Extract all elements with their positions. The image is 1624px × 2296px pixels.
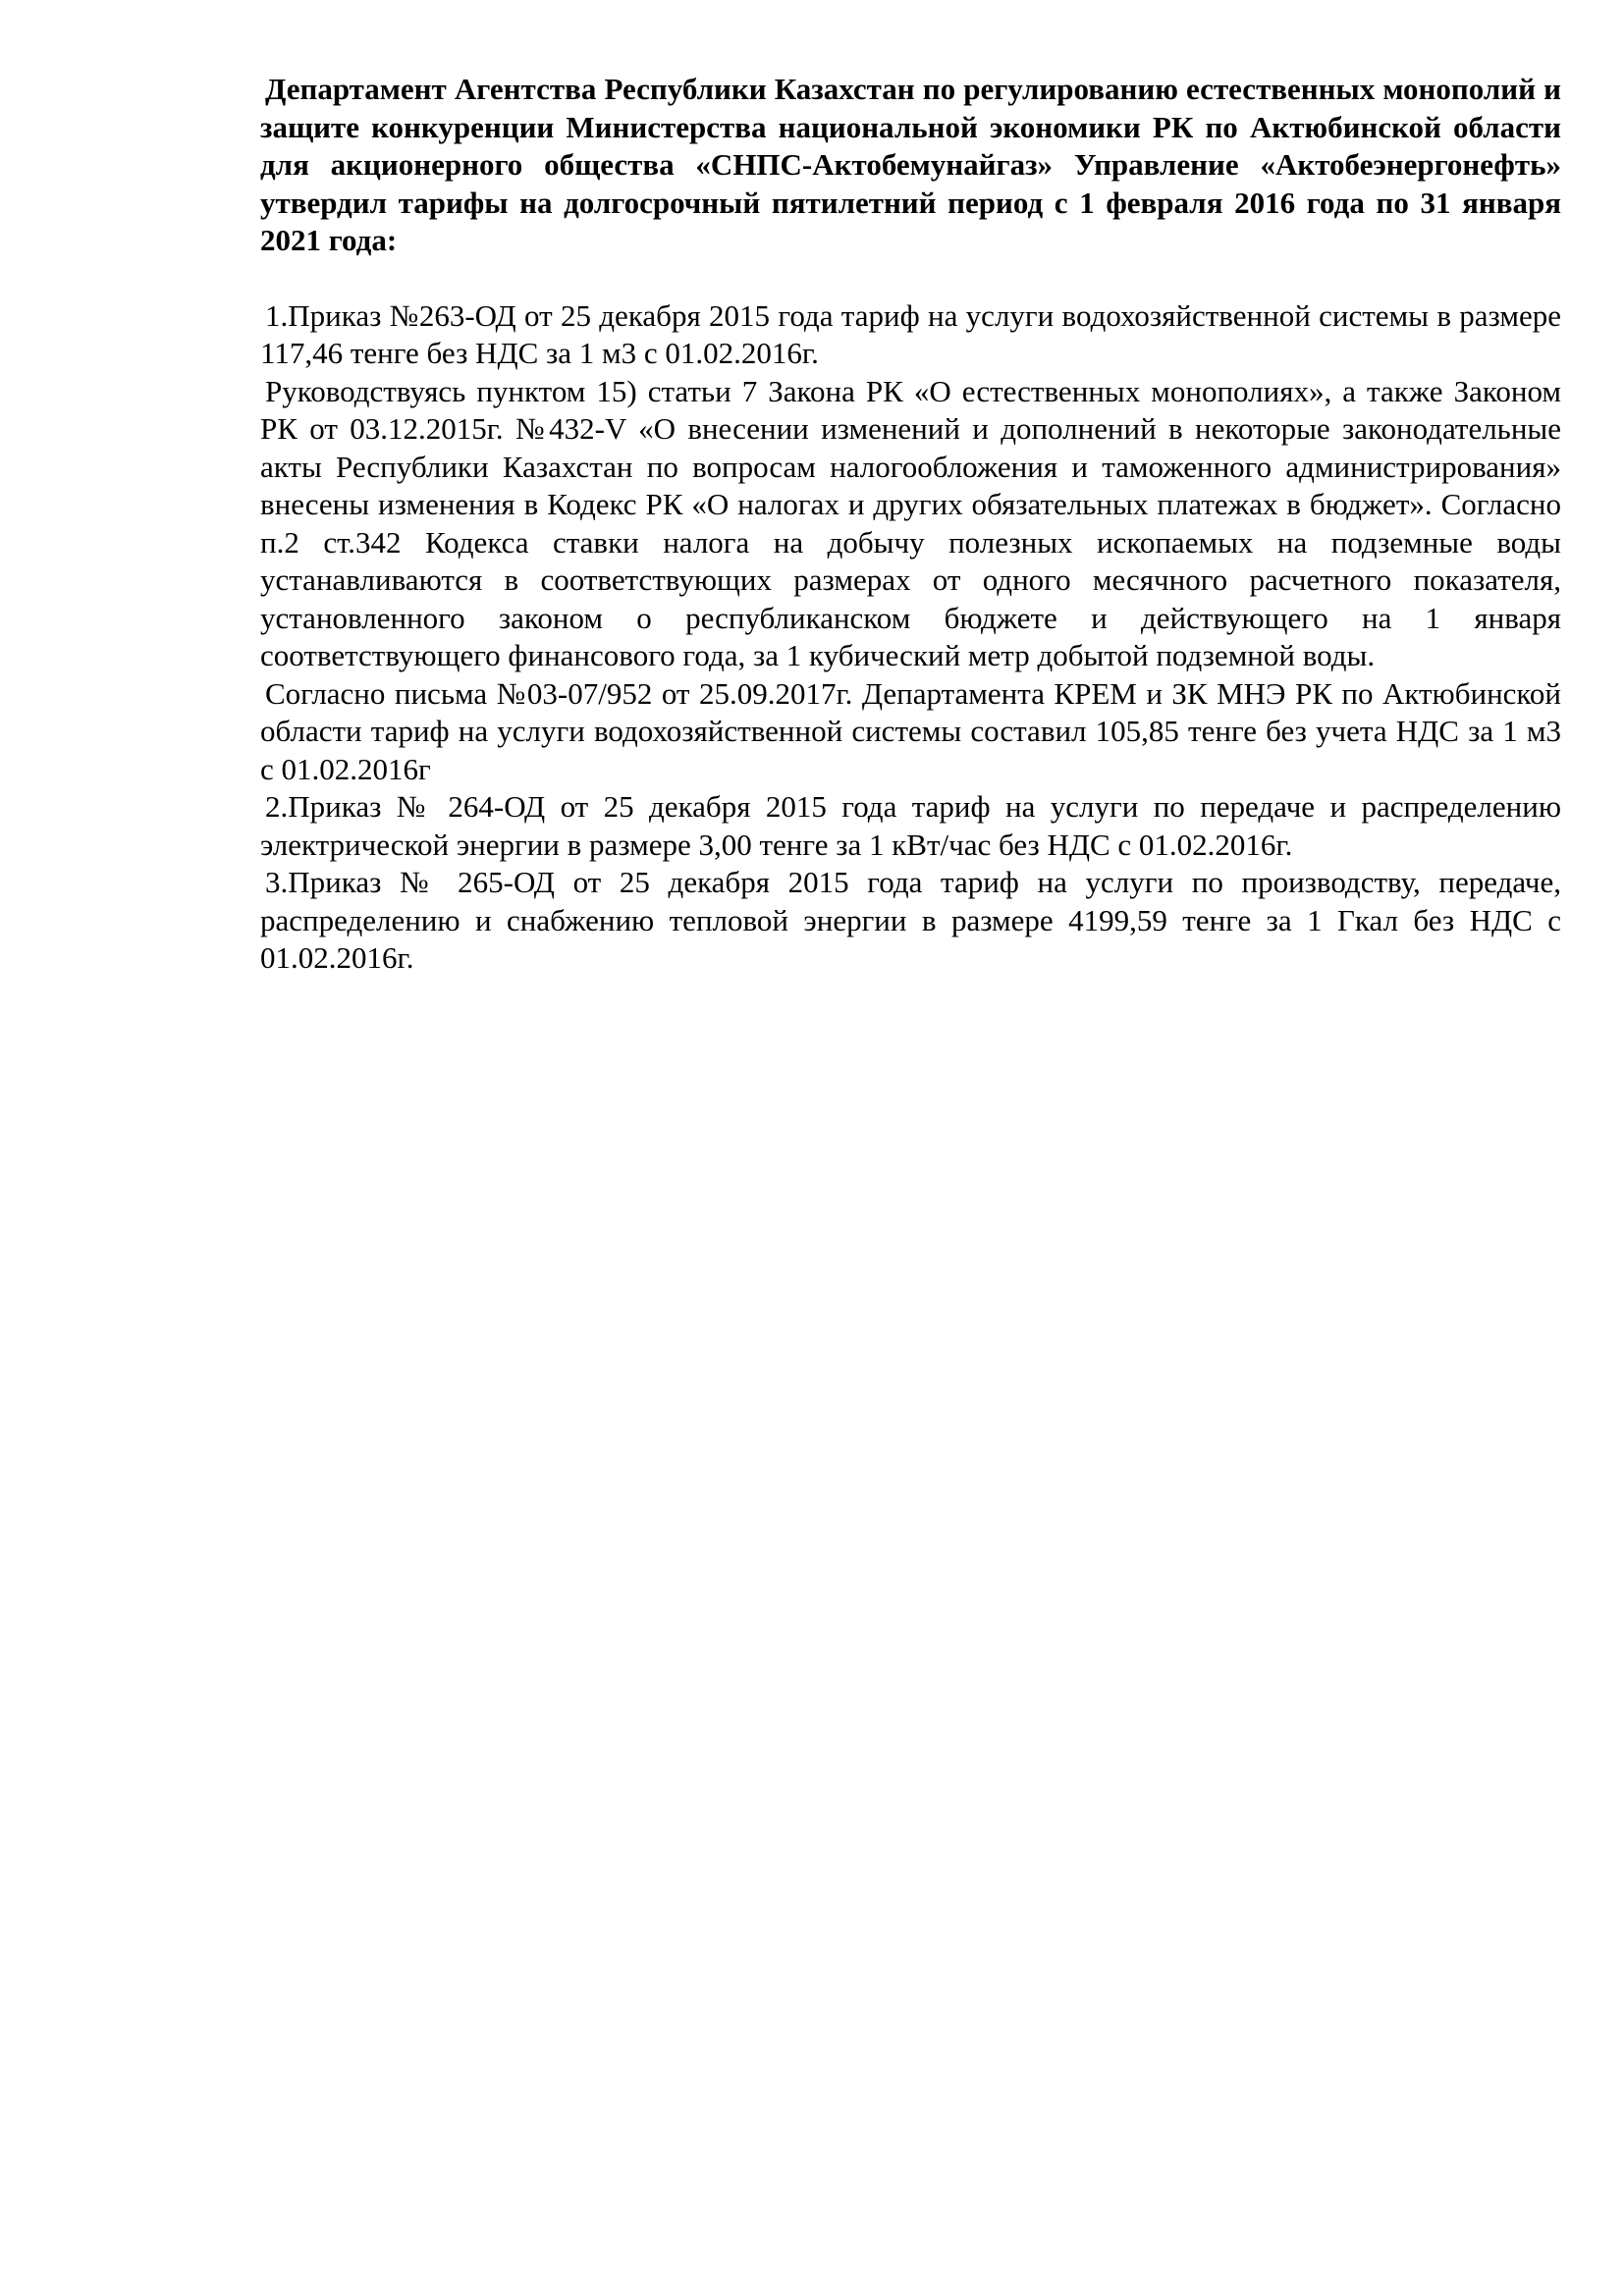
paragraph-order-265: 3.Приказ № 265-ОД от 25 декабря 2015 года тариф на услуги по производству, передаче, распределению и снабжению тепловой энергии в размере 4199,59 тенге за 1 Гкал без НДС с 01.02.2016г. (260, 865, 1561, 975)
paragraph-letter-952: Согласно письма №03-07/952 от 25.09.2017г. Департамента КРЕМ и ЗК МНЭ РК по Актюбинской области тариф на услуги водохозяйственной системы составил 105,85 тенге без учета НДС за 1 м3 с 01.02.2016г (260, 675, 1561, 786)
paragraph-order-264: 2.Приказ № 264-ОД от 25 декабря 2015 года тариф на услуги по передаче и распределению электрической энергии в размере 3,00 тенге за 1 кВт/час без НДС с 01.02.2016г. (260, 789, 1561, 862)
paragraph-tax-code: Руководствуясь пунктом 15) статьи 7 Закона РК «О естественных монополиях», а также Законом РК от 03.12.2015г. №432-V «О внесении изменений и дополнений в некоторые законодательные акты Республики Казахстан по вопросам налогообложения и таможенного администрирования» внесены изменения в Кодекс РК «О налогах и других обязательных платежах в бюджет». Согласно п.2 ст.342 Кодекса ставки налога на добычу полезных ископаемых на подземные воды устанавливаются в соответствующих размерах от одного месячного расчетного показателя, установленного законом о республиканском бюджете и действующего на 1 января соответствующего финансового года, за 1 кубический метр добытой подземной воды. (260, 373, 1561, 672)
paragraph-order-263: 1.Приказ №263-ОД от 25 декабря 2015 года тариф на услуги водохозяйственной системы в размере 117,46 тенге без НДС за 1 м3 с 01.02.2016г. (260, 297, 1561, 370)
document-heading: Департамент Агентства Республики Казахстан по регулированию естественных монополий и защите конкуренции Министерства национальной экономики РК по Актюбинской области для акционерного общества «СНПС-Актобемунайгаз» Управление «Актобеэнергонефть» утвердил тарифы на долгосрочный пятилетний период с 1 февраля 2016 года по 31 января 2021 года: (260, 72, 1561, 257)
document-page (260, 71, 1561, 978)
